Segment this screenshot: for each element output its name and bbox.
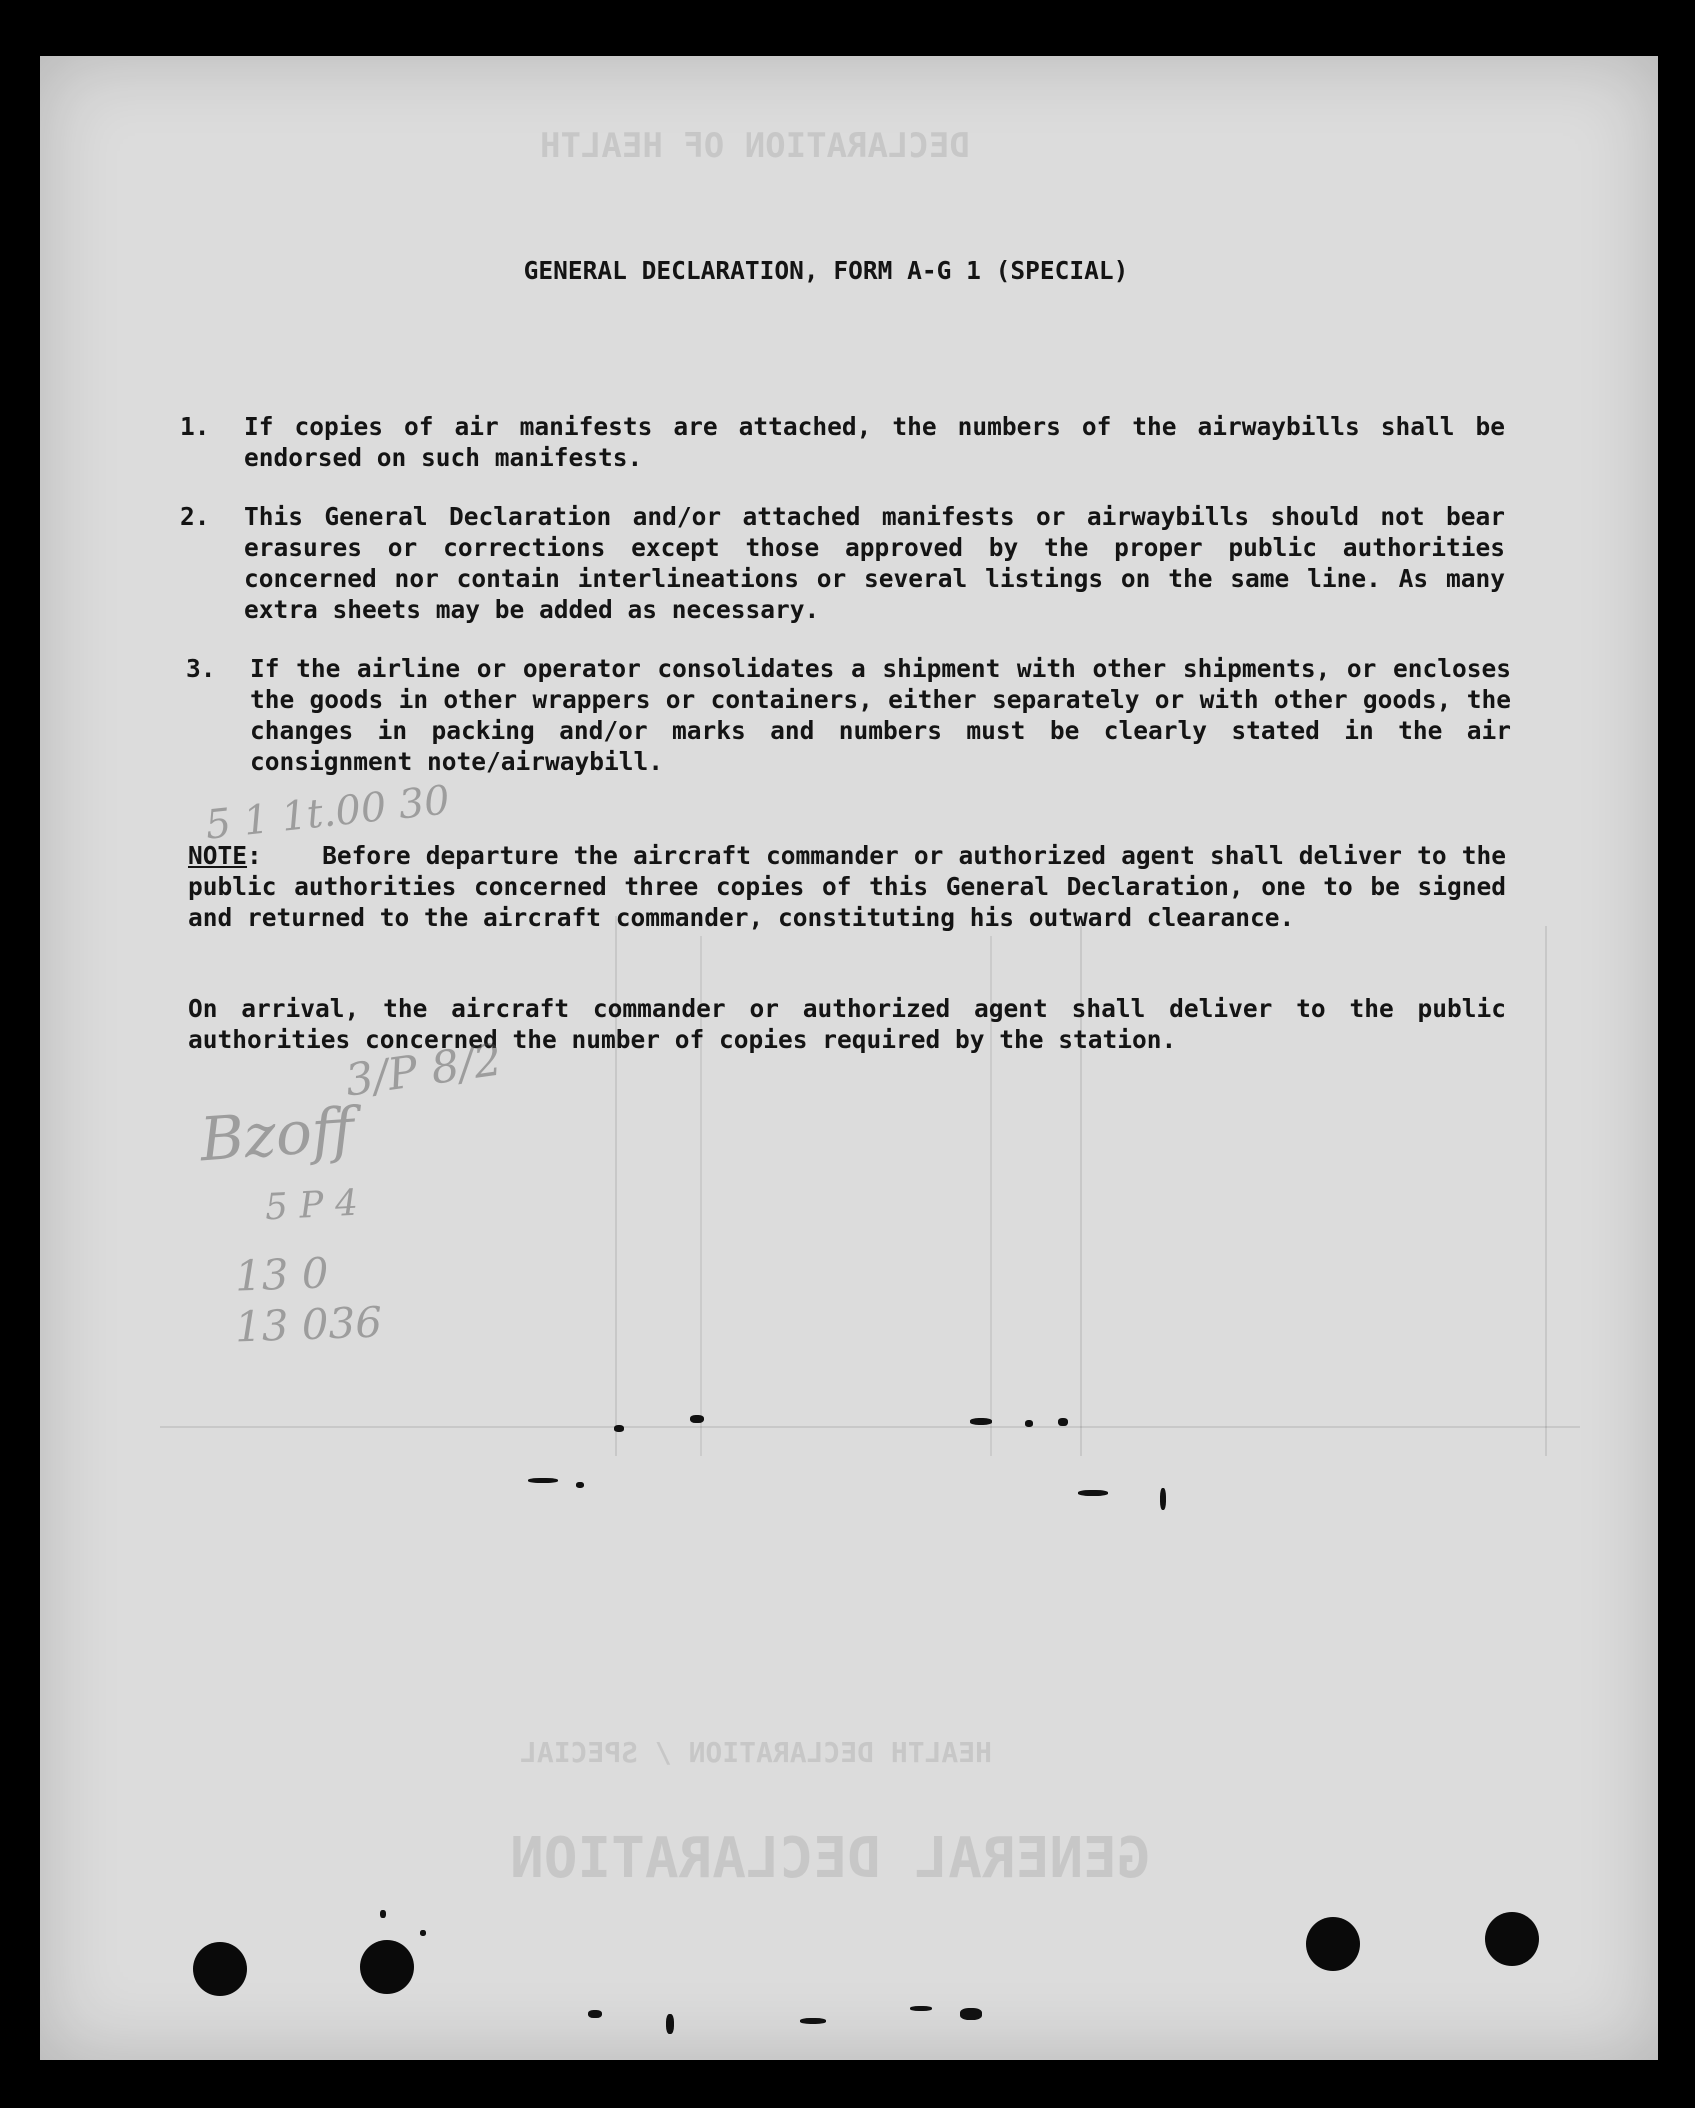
handwritten-mark: 13 036 xyxy=(234,1297,383,1352)
note-label: NOTE xyxy=(188,841,248,870)
handwritten-mark: 13 0 xyxy=(234,1248,330,1301)
ink-speck xyxy=(614,1425,624,1432)
page-title: GENERAL DECLARATION, FORM A-G 1 (SPECIAL) xyxy=(523,256,1129,285)
bleed-through-line: HEALTH DECLARATION / SPECIAL xyxy=(520,1736,993,1769)
ink-speck xyxy=(690,1415,704,1423)
note-colon: : xyxy=(247,841,323,870)
list-item-number: 2. xyxy=(180,502,210,531)
list-item-text: If the airline or operator consolidates a shipment with other shipments, or encloses the goods in other wrappers or containers, either separately or with other goods, the changes in packing and/or marks and numbers must be clearly stated in the air consignment note/airwaybill. xyxy=(250,654,1511,776)
ink-speck xyxy=(528,1478,558,1483)
ink-speck xyxy=(910,2006,932,2011)
arrival-paragraph: On arrival, the aircraft commander or authorized agent shall deliver to the public authorities concerned the number of copies required by the station. xyxy=(188,994,1506,1054)
document-page xyxy=(40,56,1658,2060)
ink-speck xyxy=(970,1418,992,1425)
punch-hole xyxy=(193,1942,247,1996)
punch-hole xyxy=(1485,1912,1539,1966)
handwritten-mark: 3/P 8/2 xyxy=(342,1034,506,1107)
bleed-grid-line xyxy=(1545,926,1547,1456)
ink-speck xyxy=(1025,1420,1033,1427)
ink-speck xyxy=(1058,1418,1068,1426)
bleed-through-title: GENERAL DECLARATION xyxy=(510,1826,1151,1891)
list-item-number: 1. xyxy=(180,412,210,441)
bleed-grid-line xyxy=(160,1426,1580,1428)
ink-speck xyxy=(666,2014,674,2034)
list-item-number: 3. xyxy=(186,654,216,683)
punch-hole xyxy=(1306,1917,1360,1971)
handwritten-mark: 5 P 4 xyxy=(263,1182,359,1229)
note-paragraph xyxy=(188,840,1506,933)
ink-speck xyxy=(576,1482,584,1488)
ink-speck xyxy=(420,1930,426,1936)
punch-hole xyxy=(360,1940,414,1994)
ink-speck xyxy=(1078,1490,1108,1496)
ink-speck xyxy=(588,2010,602,2018)
ink-speck xyxy=(960,2008,982,2020)
ink-speck xyxy=(800,2018,826,2024)
note-text: Before departure the aircraft commander or authorized agent shall deliver to the public authorities concerned three copies of this General Declaration, one to be signed and returned to the aircraft commander, constituting his outward clearance. xyxy=(188,841,1506,932)
ink-speck xyxy=(1160,1488,1166,1510)
list-item-text: If copies of air manifests are attached, the numbers of the airwaybills shall be endorsed on such manifests. xyxy=(244,412,1505,472)
list-item-text: This General Declaration and/or attached manifests or airwaybills should not bear erasures or corrections except those approved by the proper public authorities concerned nor contain interlineations or several listings on the same line. As many extra sheets may be added as necessary. xyxy=(244,502,1505,624)
bleed-through-line: DECLARATION OF HEALTH xyxy=(540,126,970,166)
ink-speck xyxy=(380,1910,386,1918)
handwritten-mark: 5 1 1t.00 30 xyxy=(203,777,452,849)
handwritten-signature: Bzoff xyxy=(197,1094,357,1176)
